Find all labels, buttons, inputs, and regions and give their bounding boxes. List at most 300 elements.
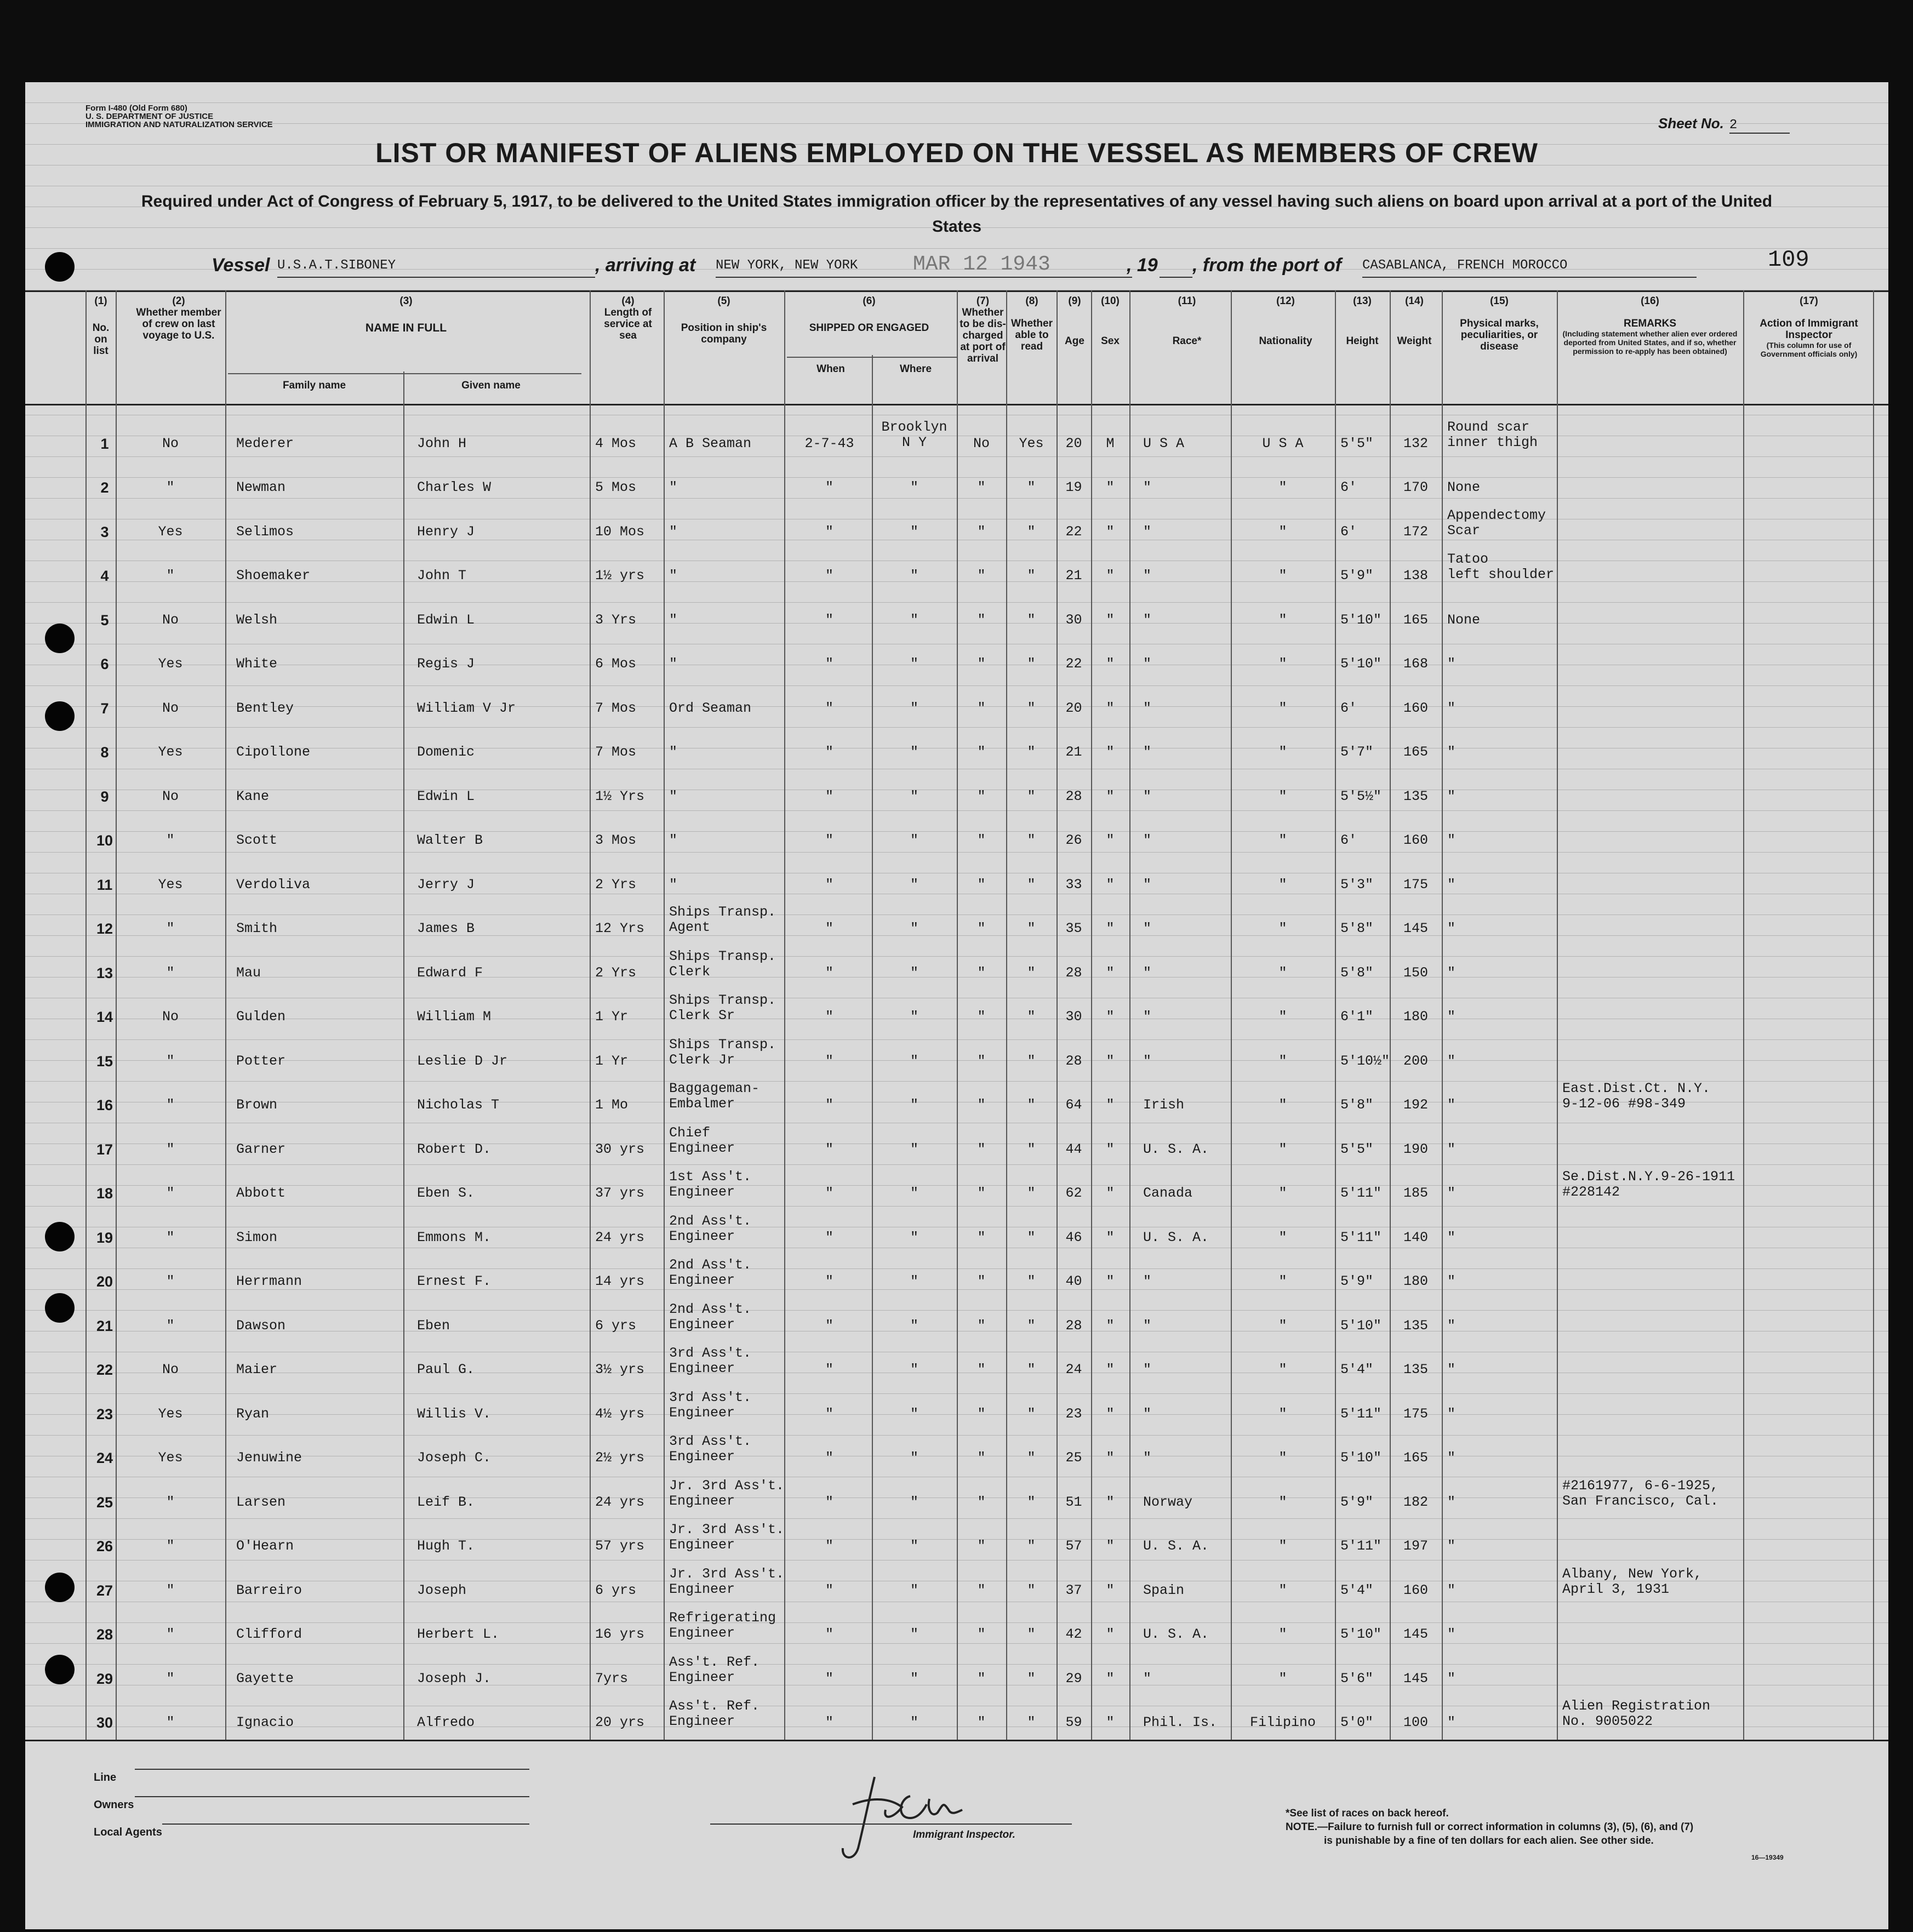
shipped-when-cell: " [825, 1185, 833, 1201]
nationality-cell: " [1278, 568, 1287, 584]
race-cell: " [1143, 1450, 1152, 1466]
given-name-cell: Edward F [417, 964, 483, 981]
weight-cell: 175 [1403, 1405, 1428, 1422]
shipped-where-cell: " [910, 523, 918, 540]
shipped-when-cell: " [825, 788, 833, 804]
age-cell: 40 [1065, 1273, 1082, 1289]
position-cell: Ships Transp. Clerk Sr [669, 992, 776, 1024]
weight-cell: 165 [1403, 744, 1428, 760]
weight-cell: 160 [1403, 1582, 1428, 1598]
physical-marks-cell: " [1447, 1582, 1456, 1598]
family-name-cell: Ryan [236, 1405, 270, 1422]
sex-cell: " [1106, 1670, 1115, 1687]
race-cell: U. S. A. [1143, 1141, 1209, 1157]
race-cell: " [1143, 568, 1152, 584]
physical-marks-cell: Appendectomy Scar [1447, 507, 1546, 539]
physical-marks-cell: " [1447, 656, 1456, 672]
discharged-cell: " [977, 568, 986, 584]
service-length-cell: 30 yrs [595, 1141, 645, 1157]
remarks-cell: Se.Dist.N.Y.9-26-1911 #228142 [1562, 1169, 1735, 1200]
service-length-cell: 24 yrs [595, 1229, 645, 1245]
position-cell: " [669, 876, 678, 893]
service-length-cell: 14 yrs [595, 1273, 645, 1289]
discharged-cell: " [977, 479, 986, 495]
shipped-when-cell: " [825, 1538, 833, 1554]
nationality-cell: " [1278, 1053, 1287, 1069]
race-cell: " [1143, 1273, 1152, 1289]
service-length-cell: 6 yrs [595, 1317, 637, 1334]
race-cell: Canada [1143, 1185, 1193, 1201]
nationality-cell: " [1278, 700, 1287, 716]
shipped-where-cell: " [910, 1714, 918, 1730]
given-name-cell: Regis J [417, 656, 475, 672]
able-to-read-cell: " [1027, 656, 1036, 672]
sex-cell: M [1106, 435, 1115, 451]
sex-cell: " [1106, 1273, 1115, 1289]
age-cell: 62 [1065, 1185, 1082, 1201]
physical-marks-cell: " [1447, 876, 1456, 893]
line-number-cell: 18 [96, 1185, 113, 1202]
able-to-read-cell: " [1027, 1317, 1036, 1334]
race-cell: " [1143, 1053, 1152, 1069]
given-name-cell: Paul G. [417, 1362, 475, 1377]
table-header: (1) No. on list (2) Whether member of crew on last voyage to U.S. (3) NAME IN FULL Family name Given name (4) Length of service at sea (5) Position in ship's company (6) SHIPPED OR ENGAGED When Where (7) Whether to be dis-charged at port of arrival (8) Whether able to read (9) Age (10) Sex (11) Race* (12) Nationality (13) Height (14) Weight (15) Physical marks, peculiarities, or disease (16) REMARKS (Including statement whether alien ever ordered deported from United States, and if so, whether permission to re-apply has been obtained) (17) Action of Immigrant Inspector (This column for use of Government officials only) [25, 290, 1888, 405]
race-cell: U. S. A. [1143, 1626, 1209, 1642]
position-cell: " [669, 656, 678, 672]
given-name-cell: Leif B. [417, 1494, 475, 1510]
physical-marks-cell: " [1447, 1317, 1456, 1334]
physical-marks-cell: " [1447, 1626, 1456, 1642]
age-cell: 25 [1065, 1450, 1082, 1466]
able-to-read-cell: " [1027, 1450, 1036, 1466]
shipped-when-cell: " [825, 479, 833, 495]
race-cell: Spain [1143, 1582, 1185, 1598]
service-length-cell: 1 Mo [595, 1097, 629, 1113]
shipped-when-cell: " [825, 744, 833, 760]
service-length-cell: 20 yrs [595, 1714, 645, 1730]
age-cell: 26 [1065, 832, 1082, 848]
service-length-cell: 7 Mos [595, 700, 637, 716]
weight-cell: 138 [1403, 568, 1428, 584]
given-name-cell: Edwin L [417, 611, 475, 628]
line-number-cell: 15 [96, 1053, 113, 1070]
prior-voyage-cell: " [166, 1538, 175, 1554]
position-cell: Chief Engineer [669, 1124, 735, 1156]
age-cell: 57 [1065, 1538, 1082, 1554]
discharged-cell: No [973, 435, 990, 451]
discharged-cell: " [977, 1009, 986, 1025]
prior-voyage-cell: Yes [158, 656, 183, 672]
nationality-cell: U S A [1262, 435, 1304, 451]
height-cell: 6' [1340, 700, 1357, 716]
able-to-read-cell: " [1027, 568, 1036, 584]
shipped-when-cell: " [825, 832, 833, 848]
weight-cell: 145 [1403, 921, 1428, 936]
shipped-where-cell: " [910, 1229, 918, 1245]
sex-cell: " [1106, 568, 1115, 584]
able-to-read-cell: " [1027, 1185, 1036, 1201]
remarks-cell: #2161977, 6-6-1925, San Francisco, Cal. [1562, 1477, 1719, 1509]
prior-voyage-cell: " [166, 1494, 175, 1510]
position-cell: A B Seaman [669, 435, 752, 451]
service-length-cell: 2½ yrs [595, 1450, 645, 1466]
physical-marks-cell: " [1447, 832, 1456, 848]
height-cell: 5'11" [1340, 1405, 1382, 1422]
weight-cell: 180 [1403, 1009, 1428, 1025]
table-row [25, 1472, 1888, 1517]
discharged-cell: " [977, 744, 986, 760]
height-cell: 5'5" [1340, 435, 1374, 451]
weight-cell: 180 [1403, 1273, 1428, 1289]
age-cell: 24 [1065, 1362, 1082, 1377]
given-name-cell: Joseph [417, 1582, 467, 1598]
age-cell: 30 [1065, 611, 1082, 628]
departure-port: CASABLANCA, FRENCH MOROCCO [1362, 258, 1697, 278]
sex-cell: " [1106, 1317, 1115, 1334]
race-cell: " [1143, 1670, 1152, 1687]
able-to-read-cell: " [1027, 523, 1036, 540]
nationality-cell: " [1278, 832, 1287, 848]
prior-voyage-cell: " [166, 1670, 175, 1687]
height-cell: 5'10" [1340, 611, 1382, 628]
position-cell: " [669, 479, 678, 495]
shipped-where-cell: " [910, 479, 918, 495]
shipped-when-cell: " [825, 964, 833, 981]
physical-marks-cell: " [1447, 1405, 1456, 1422]
sex-cell: " [1106, 1053, 1115, 1069]
remarks-cell: Alien Registration No. 9005022 [1562, 1698, 1711, 1729]
position-cell: Refrigerating Engineer [669, 1610, 776, 1641]
height-cell: 5'8" [1340, 1097, 1374, 1113]
race-cell: " [1143, 744, 1152, 760]
race-cell: " [1143, 1009, 1152, 1025]
race-cell: Phil. Is. [1143, 1714, 1218, 1730]
line-number-cell: 13 [96, 964, 113, 981]
given-name-cell: Hugh T. [417, 1538, 475, 1554]
able-to-read-cell: " [1027, 1582, 1036, 1598]
able-to-read-cell: " [1027, 1670, 1036, 1687]
race-cell: Irish [1143, 1097, 1185, 1113]
prior-voyage-cell: No [162, 611, 179, 628]
able-to-read-cell: " [1027, 832, 1036, 848]
table-row [25, 767, 1888, 811]
able-to-read-cell: " [1027, 479, 1036, 495]
able-to-read-cell: " [1027, 876, 1036, 893]
sex-cell: " [1106, 479, 1115, 495]
date-stamp: MAR 12 1943 [913, 253, 1050, 276]
table-row [25, 546, 1888, 591]
discharged-cell: " [977, 788, 986, 804]
line-number-cell: 30 [96, 1714, 113, 1731]
prior-voyage-cell: " [166, 1185, 175, 1201]
family-name-cell: Mederer [236, 435, 294, 451]
height-cell: 5'6" [1340, 1670, 1374, 1687]
weight-cell: 172 [1403, 523, 1428, 540]
shipped-when-cell: " [825, 1273, 833, 1289]
height-cell: 5'10" [1340, 656, 1382, 672]
given-name-cell: Eben S. [417, 1185, 475, 1201]
nationality-cell: " [1278, 1229, 1287, 1245]
shipped-where-cell: " [910, 568, 918, 584]
family-name-cell: Gulden [236, 1009, 286, 1025]
position-cell: Ord Seaman [669, 700, 752, 716]
race-cell: " [1143, 1317, 1152, 1334]
family-name-cell: Maier [236, 1362, 278, 1377]
line-number-cell: 7 [100, 700, 109, 717]
service-length-cell: 24 yrs [595, 1494, 645, 1510]
sex-cell: " [1106, 700, 1115, 716]
family-name-cell: Jenuwine [236, 1450, 302, 1466]
nationality-cell: " [1278, 611, 1287, 628]
height-cell: 5'10" [1340, 1450, 1382, 1466]
position-cell: " [669, 832, 678, 848]
height-cell: 5'11" [1340, 1185, 1382, 1201]
service-length-cell: 3½ yrs [595, 1362, 645, 1377]
sex-cell: " [1106, 1185, 1115, 1201]
manifest-footer: Line Owners Local Agents Immigrant Inspector. *See list of races on back hereof. NOTE.—Failure to furnish full or correct information in columns (3), (5), (6), and (7) is punishable by a fine of ten dollars for each alien. See other side. 16—19349 [25, 1740, 1888, 1929]
prior-voyage-cell: " [166, 1714, 175, 1730]
given-name-cell: Willis V. [417, 1405, 492, 1422]
nationality-cell: " [1278, 1185, 1287, 1201]
vessel-line: Vessel U.S.A.T.SIBONEY , arriving at NEW YORK, NEW YORK MAR 12 1943 , 19 , from the port of CASABLANCA, FRENCH MOROCCO [25, 255, 1888, 282]
age-cell: 33 [1065, 876, 1082, 893]
service-length-cell: 6 yrs [595, 1582, 637, 1598]
height-cell: 5'11" [1340, 1538, 1382, 1554]
table-row [25, 1384, 1888, 1428]
family-name-cell: Gayette [236, 1670, 294, 1687]
sex-cell: " [1106, 611, 1115, 628]
line-number-cell: 12 [96, 921, 113, 937]
sex-cell: " [1106, 656, 1115, 672]
race-cell: " [1143, 921, 1152, 936]
physical-marks-cell: None [1447, 611, 1481, 628]
weight-cell: 160 [1403, 832, 1428, 848]
family-name-cell: Garner [236, 1141, 286, 1157]
weight-cell: 185 [1403, 1185, 1428, 1201]
age-cell: 19 [1065, 479, 1082, 495]
shipped-when-cell: " [825, 656, 833, 672]
given-name-cell: Domenic [417, 744, 475, 760]
table-row [25, 635, 1888, 679]
line-number-cell: 29 [96, 1670, 113, 1687]
weight-cell: 140 [1403, 1229, 1428, 1245]
height-cell: 5'4" [1340, 1362, 1374, 1377]
shipped-when-cell: " [825, 1053, 833, 1069]
line-number-cell: 10 [96, 832, 113, 849]
height-cell: 6' [1340, 523, 1357, 540]
age-cell: 28 [1065, 964, 1082, 981]
given-name-cell: Robert D. [417, 1141, 492, 1157]
line-number-cell: 8 [100, 744, 109, 761]
discharged-cell: " [977, 1450, 986, 1466]
family-name-cell: Barreiro [236, 1582, 302, 1598]
sex-cell: " [1106, 1009, 1115, 1025]
discharged-cell: " [977, 1097, 986, 1113]
position-cell: 3rd Ass't. Engineer [669, 1345, 752, 1376]
position-cell: 2nd Ass't. Engineer [669, 1213, 752, 1244]
shipped-when-cell: " [825, 921, 833, 936]
discharged-cell: " [977, 523, 986, 540]
race-cell: " [1143, 700, 1152, 716]
discharged-cell: " [977, 1538, 986, 1554]
shipped-where-cell: " [910, 1582, 918, 1598]
discharged-cell: " [977, 876, 986, 893]
nationality-cell: " [1278, 744, 1287, 760]
shipped-when-cell: " [825, 1229, 833, 1245]
line-number-cell: 16 [96, 1097, 113, 1113]
given-name-cell: Joseph C. [417, 1450, 492, 1466]
race-cell: " [1143, 788, 1152, 804]
line-number-cell: 11 [96, 876, 113, 893]
line-number-cell: 2 [100, 479, 109, 496]
table-row [25, 1296, 1888, 1340]
shipped-when-cell: " [825, 568, 833, 584]
line-number-cell: 9 [100, 788, 109, 805]
able-to-read-cell: " [1027, 1362, 1036, 1377]
weight-cell: 145 [1403, 1626, 1428, 1642]
prior-voyage-cell: " [166, 1229, 175, 1245]
weight-cell: 165 [1403, 1450, 1428, 1466]
physical-marks-cell: " [1447, 1450, 1456, 1466]
race-cell: " [1143, 1405, 1152, 1422]
position-cell: Jr. 3rd Ass't. Engineer [669, 1565, 785, 1597]
table-row [25, 1693, 1888, 1737]
race-cell: U. S. A. [1143, 1229, 1209, 1245]
family-name-cell: Ignacio [236, 1714, 294, 1730]
shipped-when-cell: " [825, 1405, 833, 1422]
sex-cell: " [1106, 1097, 1115, 1113]
shipped-where-cell: " [910, 1097, 918, 1113]
height-cell: 6' [1340, 479, 1357, 495]
race-cell: " [1143, 656, 1152, 672]
shipped-when-cell: " [825, 1097, 833, 1113]
service-length-cell: 1½ yrs [595, 568, 645, 584]
position-cell: " [669, 523, 678, 540]
position-cell: " [669, 611, 678, 628]
family-name-cell: Kane [236, 788, 270, 804]
physical-marks-cell: " [1447, 1494, 1456, 1510]
given-name-cell: Charles W [417, 479, 492, 495]
shipped-where-cell: " [910, 964, 918, 981]
height-cell: 5'10" [1340, 1317, 1382, 1334]
discharged-cell: " [977, 921, 986, 936]
able-to-read-cell: " [1027, 788, 1036, 804]
shipped-where-cell: " [910, 1141, 918, 1157]
table-row [25, 987, 1888, 1032]
nationality-cell: " [1278, 656, 1287, 672]
physical-marks-cell: Tatoo left shoulder [1447, 551, 1555, 582]
position-cell: Ass't. Ref. Engineer [669, 1654, 760, 1685]
shipped-where-cell: " [910, 1317, 918, 1334]
prior-voyage-cell: " [166, 1317, 175, 1334]
discharged-cell: " [977, 832, 986, 848]
form-identifier: Form I-480 (Old Form 680) U. S. DEPARTMENT OF JUSTICE IMMIGRATION AND NATURALIZATION SERVICE [85, 104, 273, 129]
discharged-cell: " [977, 1317, 986, 1334]
sex-cell: " [1106, 1714, 1115, 1730]
line-number-cell: 14 [96, 1009, 113, 1025]
nationality-cell: " [1278, 1405, 1287, 1422]
page-subtitle: Required under Act of Congress of February 5, 1917, to be delivered to the United States immigration officer by the representatives of any vessel having such aliens on board upon arrival at a port of the United States [141, 192, 1773, 236]
physical-marks-cell: " [1447, 921, 1456, 936]
height-cell: 5'9" [1340, 568, 1374, 584]
manifest-sheet [25, 82, 1888, 1928]
discharged-cell: " [977, 1273, 986, 1289]
position-cell: 3rd Ass't. Engineer [669, 1433, 752, 1465]
position-cell: Ships Transp. Clerk [669, 948, 776, 980]
table-row [25, 1076, 1888, 1120]
weight-cell: 135 [1403, 1317, 1428, 1334]
line-number-cell: 19 [96, 1229, 113, 1246]
family-name-cell: O'Hearn [236, 1538, 294, 1554]
family-name-cell: Selimos [236, 523, 294, 540]
given-name-cell: James B [417, 921, 475, 936]
shipped-where-cell: " [910, 1273, 918, 1289]
physical-marks-cell: " [1447, 1273, 1456, 1289]
weight-cell: 168 [1403, 656, 1428, 672]
given-name-cell: Emmons M. [417, 1229, 492, 1245]
given-name-cell: Edwin L [417, 788, 475, 804]
physical-marks-cell: " [1447, 964, 1456, 981]
given-name-cell: Alfredo [417, 1714, 475, 1730]
weight-cell: 135 [1403, 1362, 1428, 1377]
race-cell: " [1143, 832, 1152, 848]
given-name-cell: Nicholas T [417, 1097, 500, 1113]
sex-cell: " [1106, 1141, 1115, 1157]
age-cell: 42 [1065, 1626, 1082, 1642]
service-length-cell: 6 Mos [595, 656, 637, 672]
prior-voyage-cell: No [162, 1362, 179, 1377]
table-row [25, 1340, 1888, 1385]
able-to-read-cell: " [1027, 1273, 1036, 1289]
able-to-read-cell: " [1027, 1405, 1036, 1422]
weight-cell: 150 [1403, 964, 1428, 981]
service-length-cell: 7yrs [595, 1670, 629, 1687]
position-cell: 2nd Ass't. Engineer [669, 1257, 752, 1288]
prior-voyage-cell: Yes [158, 523, 183, 540]
age-cell: 30 [1065, 1009, 1082, 1025]
table-row [25, 1649, 1888, 1693]
weight-cell: 192 [1403, 1097, 1428, 1113]
position-cell: 1st Ass't. Engineer [669, 1169, 752, 1200]
race-cell: " [1143, 964, 1152, 981]
family-name-cell: Brown [236, 1097, 278, 1113]
shipped-when-cell: " [825, 876, 833, 893]
line-number-cell: 24 [96, 1450, 113, 1466]
prior-voyage-cell: " [166, 1273, 175, 1289]
position-cell: " [669, 568, 678, 584]
age-cell: 29 [1065, 1670, 1082, 1687]
weight-cell: 100 [1403, 1714, 1428, 1730]
height-cell: 6' [1340, 832, 1357, 848]
sex-cell: " [1106, 832, 1115, 848]
nationality-cell: " [1278, 788, 1287, 804]
table-row [25, 811, 1888, 855]
able-to-read-cell: " [1027, 1097, 1036, 1113]
able-to-read-cell: " [1027, 1494, 1036, 1510]
height-cell: 5'3" [1340, 876, 1374, 893]
nationality-cell: " [1278, 1317, 1287, 1334]
position-cell: " [669, 788, 678, 804]
physical-marks-cell: " [1447, 1141, 1456, 1157]
physical-marks-cell: " [1447, 1097, 1456, 1113]
shipped-where-cell: " [910, 1494, 918, 1510]
given-name-cell: William M [417, 1009, 492, 1025]
position-cell: Jr. 3rd Ass't. Engineer [669, 1522, 785, 1553]
weight-cell: 190 [1403, 1141, 1428, 1157]
remarks-cell: Albany, New York, April 3, 1931 [1562, 1565, 1703, 1597]
nationality-cell: " [1278, 1450, 1287, 1466]
prior-voyage-cell: Yes [158, 1405, 183, 1422]
